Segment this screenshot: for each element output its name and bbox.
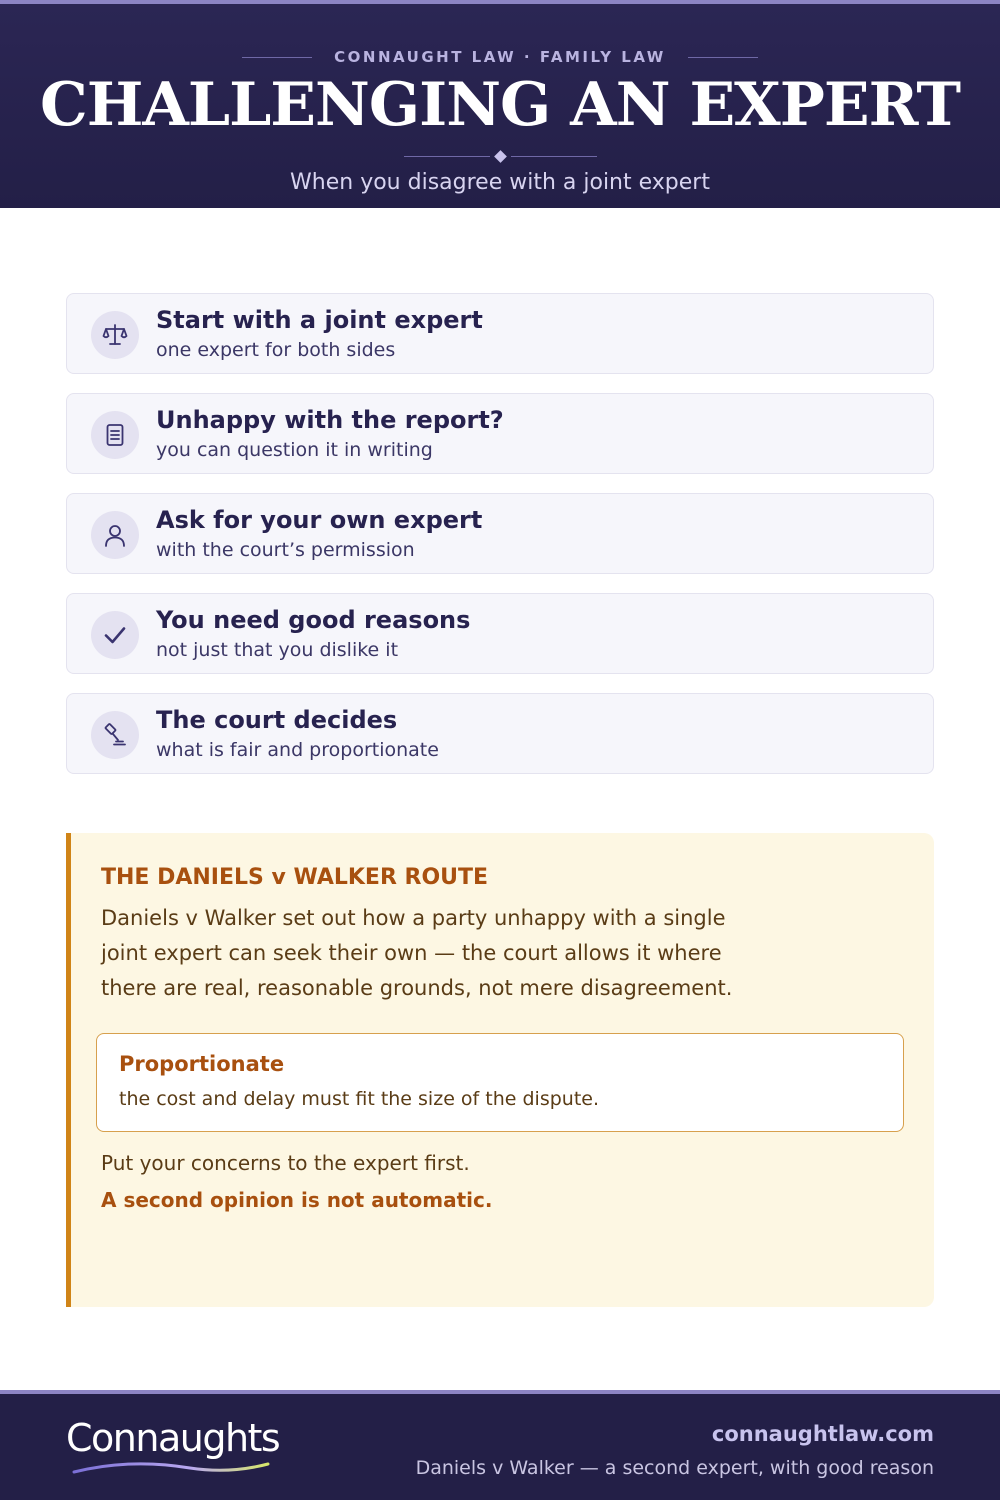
step-card bbox=[66, 393, 934, 474]
logo-swoosh-icon bbox=[70, 1460, 270, 1476]
step-title: Unhappy with the report? bbox=[156, 406, 504, 434]
callout-advice: Put your concerns to the expert first. bbox=[101, 1151, 470, 1175]
footer-tagline: Daniels v Walker — a second expert, with good reason bbox=[415, 1457, 934, 1479]
callout-body: Daniels v Walker set out how a party unhappy with a single joint expert can seek their own — the court allows it where there are real, reasonable grounds, not mere disagreement. bbox=[101, 906, 733, 1000]
eyebrow-row bbox=[0, 48, 1000, 66]
step-subtitle: what is fair and proportionate bbox=[156, 739, 439, 761]
callout-warning: A second opinion is not automatic. bbox=[101, 1188, 493, 1212]
case-callout bbox=[66, 833, 934, 1307]
proportionate-box bbox=[96, 1033, 904, 1132]
eyebrow-label: CONNAUGHT LAW · FAMILY LAW bbox=[334, 48, 666, 66]
step-title: The court decides bbox=[156, 706, 398, 734]
step-subtitle: with the court’s permission bbox=[156, 539, 415, 561]
header-banner bbox=[0, 0, 1000, 208]
proportionate-text: the cost and delay must fit the size of the dispute. bbox=[119, 1088, 600, 1110]
document-icon bbox=[91, 411, 139, 459]
gavel-icon bbox=[91, 711, 139, 759]
step-title: Start with a joint expert bbox=[156, 306, 483, 334]
eyebrow-divider-right bbox=[688, 57, 758, 58]
page-title: CHALLENGING AN EXPERT bbox=[39, 70, 961, 140]
divider-line-right bbox=[511, 156, 597, 157]
step-subtitle: you can question it in writing bbox=[156, 439, 433, 461]
step-card bbox=[66, 593, 934, 674]
step-card bbox=[66, 693, 934, 774]
step-title: Ask for your own expert bbox=[156, 506, 483, 534]
connaughts-logo[interactable] bbox=[66, 1416, 286, 1476]
callout-heading: THE DANIELS v WALKER ROUTE bbox=[101, 865, 489, 890]
diamond-ornament-icon bbox=[494, 150, 507, 163]
step-subtitle: one expert for both sides bbox=[156, 339, 396, 361]
page-subtitle: When you disagree with a joint expert bbox=[290, 170, 710, 195]
checkmark-icon bbox=[91, 611, 139, 659]
eyebrow-divider-left bbox=[242, 57, 312, 58]
website-link[interactable]: connaughtlaw.com bbox=[711, 1422, 934, 1446]
step-title: You need good reasons bbox=[156, 606, 471, 634]
footer bbox=[0, 1390, 1000, 1500]
step-card bbox=[66, 493, 934, 574]
step-subtitle: not just that you dislike it bbox=[156, 639, 399, 661]
steps-list bbox=[66, 293, 934, 793]
proportionate-title: Proportionate bbox=[119, 1052, 285, 1076]
divider-line-left bbox=[404, 156, 490, 157]
step-card bbox=[66, 293, 934, 374]
title-divider bbox=[0, 152, 1000, 161]
person-icon bbox=[91, 511, 139, 559]
logo-wordmark: Connaughts bbox=[66, 1416, 280, 1460]
scales-icon bbox=[91, 311, 139, 359]
